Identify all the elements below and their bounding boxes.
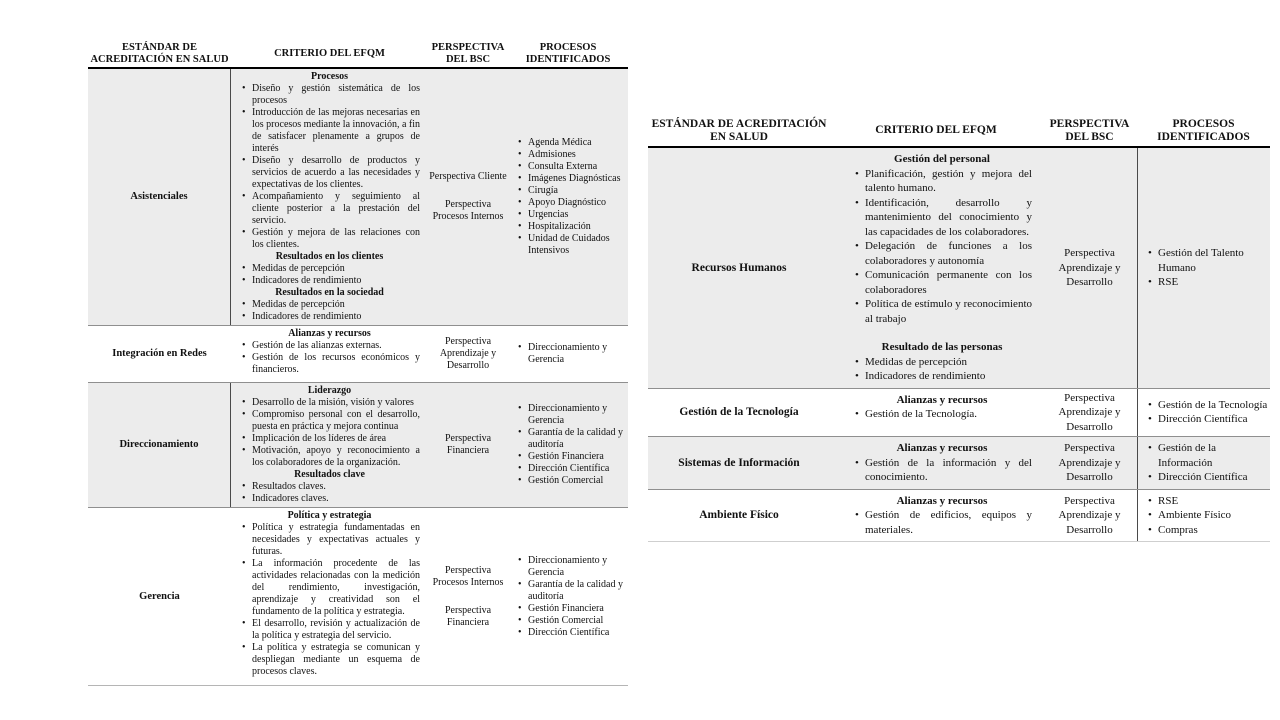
perspective-label: Perspectiva Procesos Internos	[432, 199, 504, 222]
perspective-label: Perspectiva Financiera	[444, 433, 492, 456]
criteria-cell	[231, 326, 428, 382]
process-bullet: • Gestión de la Tecnología	[1145, 398, 1268, 413]
process-bullet: • Gestión Financiera	[515, 603, 626, 615]
criteria-bullet: • Política de estímulo y reconocimiento al trabajo	[852, 297, 1032, 326]
process-cell	[508, 383, 628, 507]
criteria-bullet: • Diseño y desarrollo de productos y servicios de acuerdo a las necesidades y expectativas de los clientes.	[239, 155, 420, 191]
criteria-bullet: • El desarrollo, revisión y actualización de la política y estrategia del servicio.	[239, 618, 420, 642]
criteria-bullet: • Política y estrategia fundamentadas en necesidades y expectativas actuales y futuras.	[239, 522, 420, 558]
criteria-section	[239, 510, 420, 678]
table-row	[88, 507, 628, 685]
criteria-bullet: • Planificación, gestión y mejora del talento humano.	[852, 167, 1032, 196]
accreditation-efqm-table-left	[88, 40, 628, 686]
criteria-heading: Liderazgo	[307, 385, 352, 396]
perspective-label: Perspectiva Aprendizaje y Desarrollo	[1058, 247, 1121, 288]
process-bullet: • RSE	[1145, 494, 1268, 509]
criteria-heading: Resultados en la sociedad	[275, 287, 384, 298]
perspective-label: Perspectiva Aprendizaje y Desarrollo	[439, 336, 497, 371]
table-row	[88, 325, 628, 382]
criteria-bullet: • Medidas de percepción	[852, 355, 1032, 370]
criteria-bullet: • Delegación de funciones a los colaboradores y autonomía	[852, 239, 1032, 268]
criteria-section	[239, 469, 420, 505]
criteria-bullet: • Medidas de percepción	[239, 299, 420, 311]
process-bullet: • Gestión Comercial	[515, 615, 626, 627]
criteria-bullet: • Resultados claves.	[239, 481, 420, 493]
criteria-cell	[830, 148, 1042, 388]
column-header: PROCESOS IDENTIFICADOS	[525, 42, 611, 65]
column-header: PROCESOS IDENTIFICADOS	[1157, 117, 1250, 143]
accreditation-efqm-table-right	[648, 115, 1270, 542]
process-bullet: • Consulta Externa	[515, 161, 626, 173]
standard-cell: Sistemas de Información	[678, 456, 800, 469]
criteria-bullet: • Desarrollo de la misión, visión y valores	[239, 397, 420, 409]
perspective-cell	[428, 508, 508, 685]
process-bullet: • Apoyo Diagnóstico	[515, 197, 626, 209]
table-row	[88, 382, 628, 507]
process-bullet: • Admisiones	[515, 149, 626, 161]
column-header: CRITERIO DEL EFQM	[274, 47, 385, 59]
criteria-bullet: • Gestión de edificios, equipos y materiales.	[852, 508, 1032, 537]
process-cell	[1137, 490, 1270, 542]
process-bullet: • Unidad de Cuidados Intensivos	[515, 233, 626, 257]
criteria-heading: Resultados clave	[294, 469, 365, 480]
criteria-cell	[830, 389, 1042, 437]
table-row	[648, 489, 1270, 542]
perspective-cell	[1042, 389, 1137, 437]
criteria-heading: Resultado de las personas	[881, 341, 1003, 353]
perspective-cell	[1042, 437, 1137, 489]
criteria-heading: Alianzas y recursos	[288, 328, 371, 339]
criteria-bullet: • Indicadores claves.	[239, 493, 420, 505]
criteria-bullet: • Diseño y gestión sistemática de los procesos	[239, 83, 420, 107]
perspective-cell	[1042, 148, 1137, 388]
criteria-bullet: • Gestión de los recursos económicos y financieros.	[239, 352, 420, 376]
process-bullet: • Ambiente Físico	[1145, 508, 1268, 523]
standard-cell: Recursos Humanos	[691, 261, 787, 274]
standard-cell: Gestión de la Tecnología	[679, 406, 799, 418]
criteria-cell	[830, 437, 1042, 489]
criteria-bullet: • Implicación de los líderes de área	[239, 433, 420, 445]
criteria-section	[239, 328, 420, 376]
process-bullet: • Direccionamiento y Gerencia	[515, 403, 626, 427]
process-cell	[1137, 437, 1270, 489]
process-bullet: • Agenda Médica	[515, 137, 626, 149]
column-header: PERSPECTIVA DEL BSC	[1049, 117, 1130, 143]
criteria-bullet: • Indicadores de rendimiento	[239, 275, 420, 287]
perspective-label: Perspectiva Aprendizaje y Desarrollo	[1058, 442, 1121, 483]
process-bullet: • Urgencias	[515, 209, 626, 221]
process-bullet: • Dirección Científica	[515, 627, 626, 639]
process-bullet: • Dirección Científica	[1145, 470, 1268, 485]
criteria-section	[852, 152, 1032, 326]
table-row	[648, 436, 1270, 489]
table-row	[648, 148, 1270, 388]
perspective-label: Perspectiva Procesos Internos	[432, 564, 504, 588]
table-row	[648, 388, 1270, 437]
criteria-cell	[231, 383, 428, 507]
process-bullet: • Hospitalización	[515, 221, 626, 233]
criteria-section	[852, 340, 1032, 384]
criteria-bullet: • Identificación, desarrollo y mantenimiento del conocimiento y las capacidades de los colaboradores.	[852, 196, 1032, 240]
process-cell	[508, 69, 628, 325]
criteria-section	[239, 251, 420, 287]
criteria-heading: Gestión del personal	[894, 153, 990, 165]
perspective-cell	[428, 326, 508, 382]
process-bullet: • Gestión de la Información	[1145, 441, 1268, 470]
criteria-bullet: • Compromiso personal con el desarrollo, puesta en práctica y mejora continua	[239, 409, 420, 433]
table-header-row	[648, 115, 1270, 148]
criteria-bullet: • Motivación, apoyo y reconocimiento a los colaboradores de la organización.	[239, 445, 420, 469]
process-bullet: • Dirección Científica	[1145, 412, 1268, 427]
criteria-heading: Política y estrategia	[287, 510, 372, 521]
table-row	[88, 69, 628, 325]
criteria-heading: Alianzas y recursos	[896, 442, 988, 454]
criteria-bullet: • Gestión de la información y del conocimiento.	[852, 456, 1032, 485]
column-header: ESTÁNDAR DE ACREDITACIÓN EN SALUD	[651, 117, 827, 143]
criteria-bullet: • Gestión de las alianzas externas.	[239, 340, 420, 352]
criteria-section	[239, 71, 420, 251]
criteria-bullet: • Gestión y mejora de las relaciones con los clientes.	[239, 227, 420, 251]
criteria-cell	[231, 508, 428, 685]
process-bullet: • Cirugía	[515, 185, 626, 197]
process-bullet: • Garantía de la calidad y auditoría	[515, 579, 626, 603]
perspective-label: Perspectiva Cliente	[429, 171, 507, 182]
perspective-cell	[428, 383, 508, 507]
process-cell	[1137, 389, 1270, 437]
criteria-section	[239, 385, 420, 469]
criteria-bullet: • Indicadores de rendimiento	[852, 369, 1032, 384]
criteria-bullet: • Medidas de percepción	[239, 263, 420, 275]
table-header-row	[88, 40, 628, 69]
criteria-section	[239, 287, 420, 323]
criteria-section	[852, 441, 1032, 485]
perspective-cell	[1042, 490, 1137, 542]
column-header: PERSPECTIVA DEL BSC	[431, 42, 505, 65]
criteria-section	[852, 393, 1032, 422]
process-bullet: • RSE	[1145, 275, 1268, 290]
process-cell	[508, 326, 628, 382]
standard-cell: Gerencia	[139, 590, 180, 602]
criteria-heading: Alianzas y recursos	[896, 393, 988, 406]
perspective-label: Perspectiva Aprendizaje y Desarrollo	[1058, 391, 1121, 433]
criteria-bullet: • Introducción de las mejoras necesarias en los procesos mediante la innovación, a fin de satisfacer plenamente a grupos de interés	[239, 107, 420, 155]
process-bullet: • Direccionamiento y Gerencia	[515, 555, 626, 579]
standard-cell: Asistenciales	[88, 69, 231, 325]
process-cell	[1137, 148, 1270, 388]
criteria-cell	[830, 490, 1042, 542]
criteria-bullet: • Gestión de la Tecnología.	[852, 407, 1032, 422]
criteria-bullet: • La política y estrategia se comunican y despliegan mediante un esquema de procesos claves.	[239, 642, 420, 678]
criteria-bullet: • Comunicación permanente con los colaboradores	[852, 268, 1032, 297]
standard-cell: Integración en Redes	[112, 348, 207, 359]
criteria-heading: Alianzas y recursos	[896, 494, 988, 507]
criteria-heading: Procesos	[310, 71, 349, 82]
criteria-section	[852, 494, 1032, 538]
criteria-bullet: • La información procedente de las actividades relacionadas con la medición del rendimiento, investigación, aprendizaje y creatividad son el fundamento de la política y estrategia.	[239, 558, 420, 618]
process-bullet: • Gestión Comercial	[515, 475, 626, 487]
process-bullet: • Gestión Financiera	[515, 451, 626, 463]
process-bullet: • Direccionamiento y Gerencia	[515, 342, 626, 366]
standard-cell: Ambiente Físico	[699, 509, 779, 521]
perspective-cell	[428, 69, 508, 325]
process-cell	[508, 508, 628, 685]
process-bullet: • Garantía de la calidad y auditoría	[515, 427, 626, 451]
process-bullet: • Dirección Científica	[515, 463, 626, 475]
process-bullet: • Gestión del Talento Humano	[1145, 246, 1268, 275]
perspective-label: Perspectiva Aprendizaje y Desarrollo	[1058, 494, 1121, 536]
criteria-cell	[231, 69, 428, 325]
process-bullet: • Compras	[1145, 523, 1268, 538]
column-header: ESTÁNDAR DE ACREDITACIÓN EN SALUD	[90, 42, 229, 65]
process-bullet: • Imágenes Diagnósticas	[515, 173, 626, 185]
column-header: CRITERIO DEL EFQM	[875, 124, 997, 136]
criteria-bullet: • Acompañamiento y seguimiento al cliente posterior a la prestación del servicio.	[239, 191, 420, 227]
criteria-heading: Resultados en los clientes	[275, 251, 384, 262]
standard-cell: Direccionamiento	[88, 383, 231, 507]
criteria-bullet: • Indicadores de rendimiento	[239, 311, 420, 323]
perspective-label: Perspectiva Financiera	[444, 604, 492, 628]
